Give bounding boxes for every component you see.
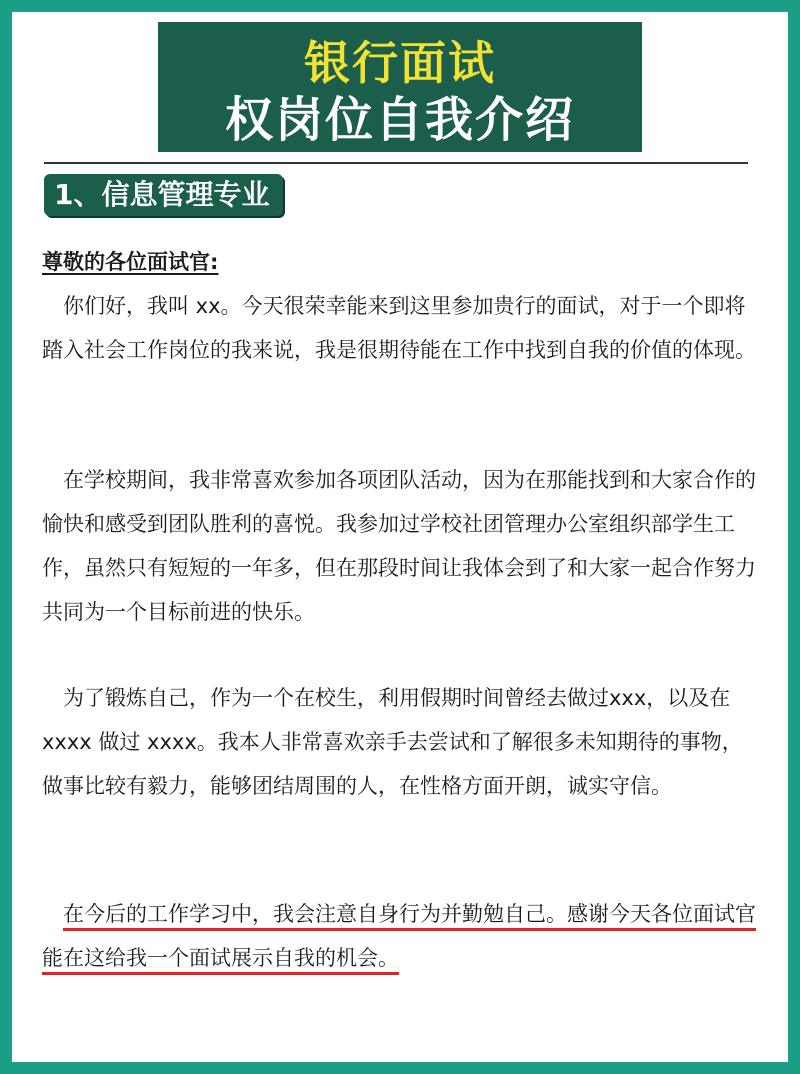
paragraph-3: 为了锻炼自己，作为一个在校生，利用假期时间曾经去做过xxx，以及在 xxxx 做过 xxxx。我本人非常喜欢亲手去尝试和了解很多未知期待的事物，做事比较有毅力，能够团结周围的人，在性格方面开朗，诚实守信。 [42,686,743,798]
document-page [12,12,788,1062]
page-title-line2: 权岗位自我介绍 [224,92,575,148]
paragraph-1: 你们好，我叫 xx。今天很荣幸能来到这里参加贵行的面试，对于一个即将踏入社会工作岗位的我来说，我是很期待能在工作中找到自我的价值的体现。 [42,294,756,362]
divider [44,162,748,164]
page-title-line1: 银行面试 [304,36,496,90]
paragraph-2: 在学校期间，我非常喜欢参加各项团队活动，因为在那能找到和大家合作的愉快和感受到团队胜利的喜悦。我参加过学校社团管理办公室组织部学生工作，虽然只有短短的一年多，但在那段时间让我体会到了和大家一起合作努力共同为一个目标前进的快乐。 [42,468,756,624]
greeting: 尊敬的各位面试官: [42,250,219,274]
closing-highlight: 在今后的工作学习中，我会注意自身行为并勤勉自己。感谢今天各位面试官能在这给我一个面试展示自我的机会。 [42,902,756,970]
title-banner [158,22,642,152]
paragraph-4 [42,892,758,980]
section-heading: 1、信息管理专业 [44,174,283,216]
